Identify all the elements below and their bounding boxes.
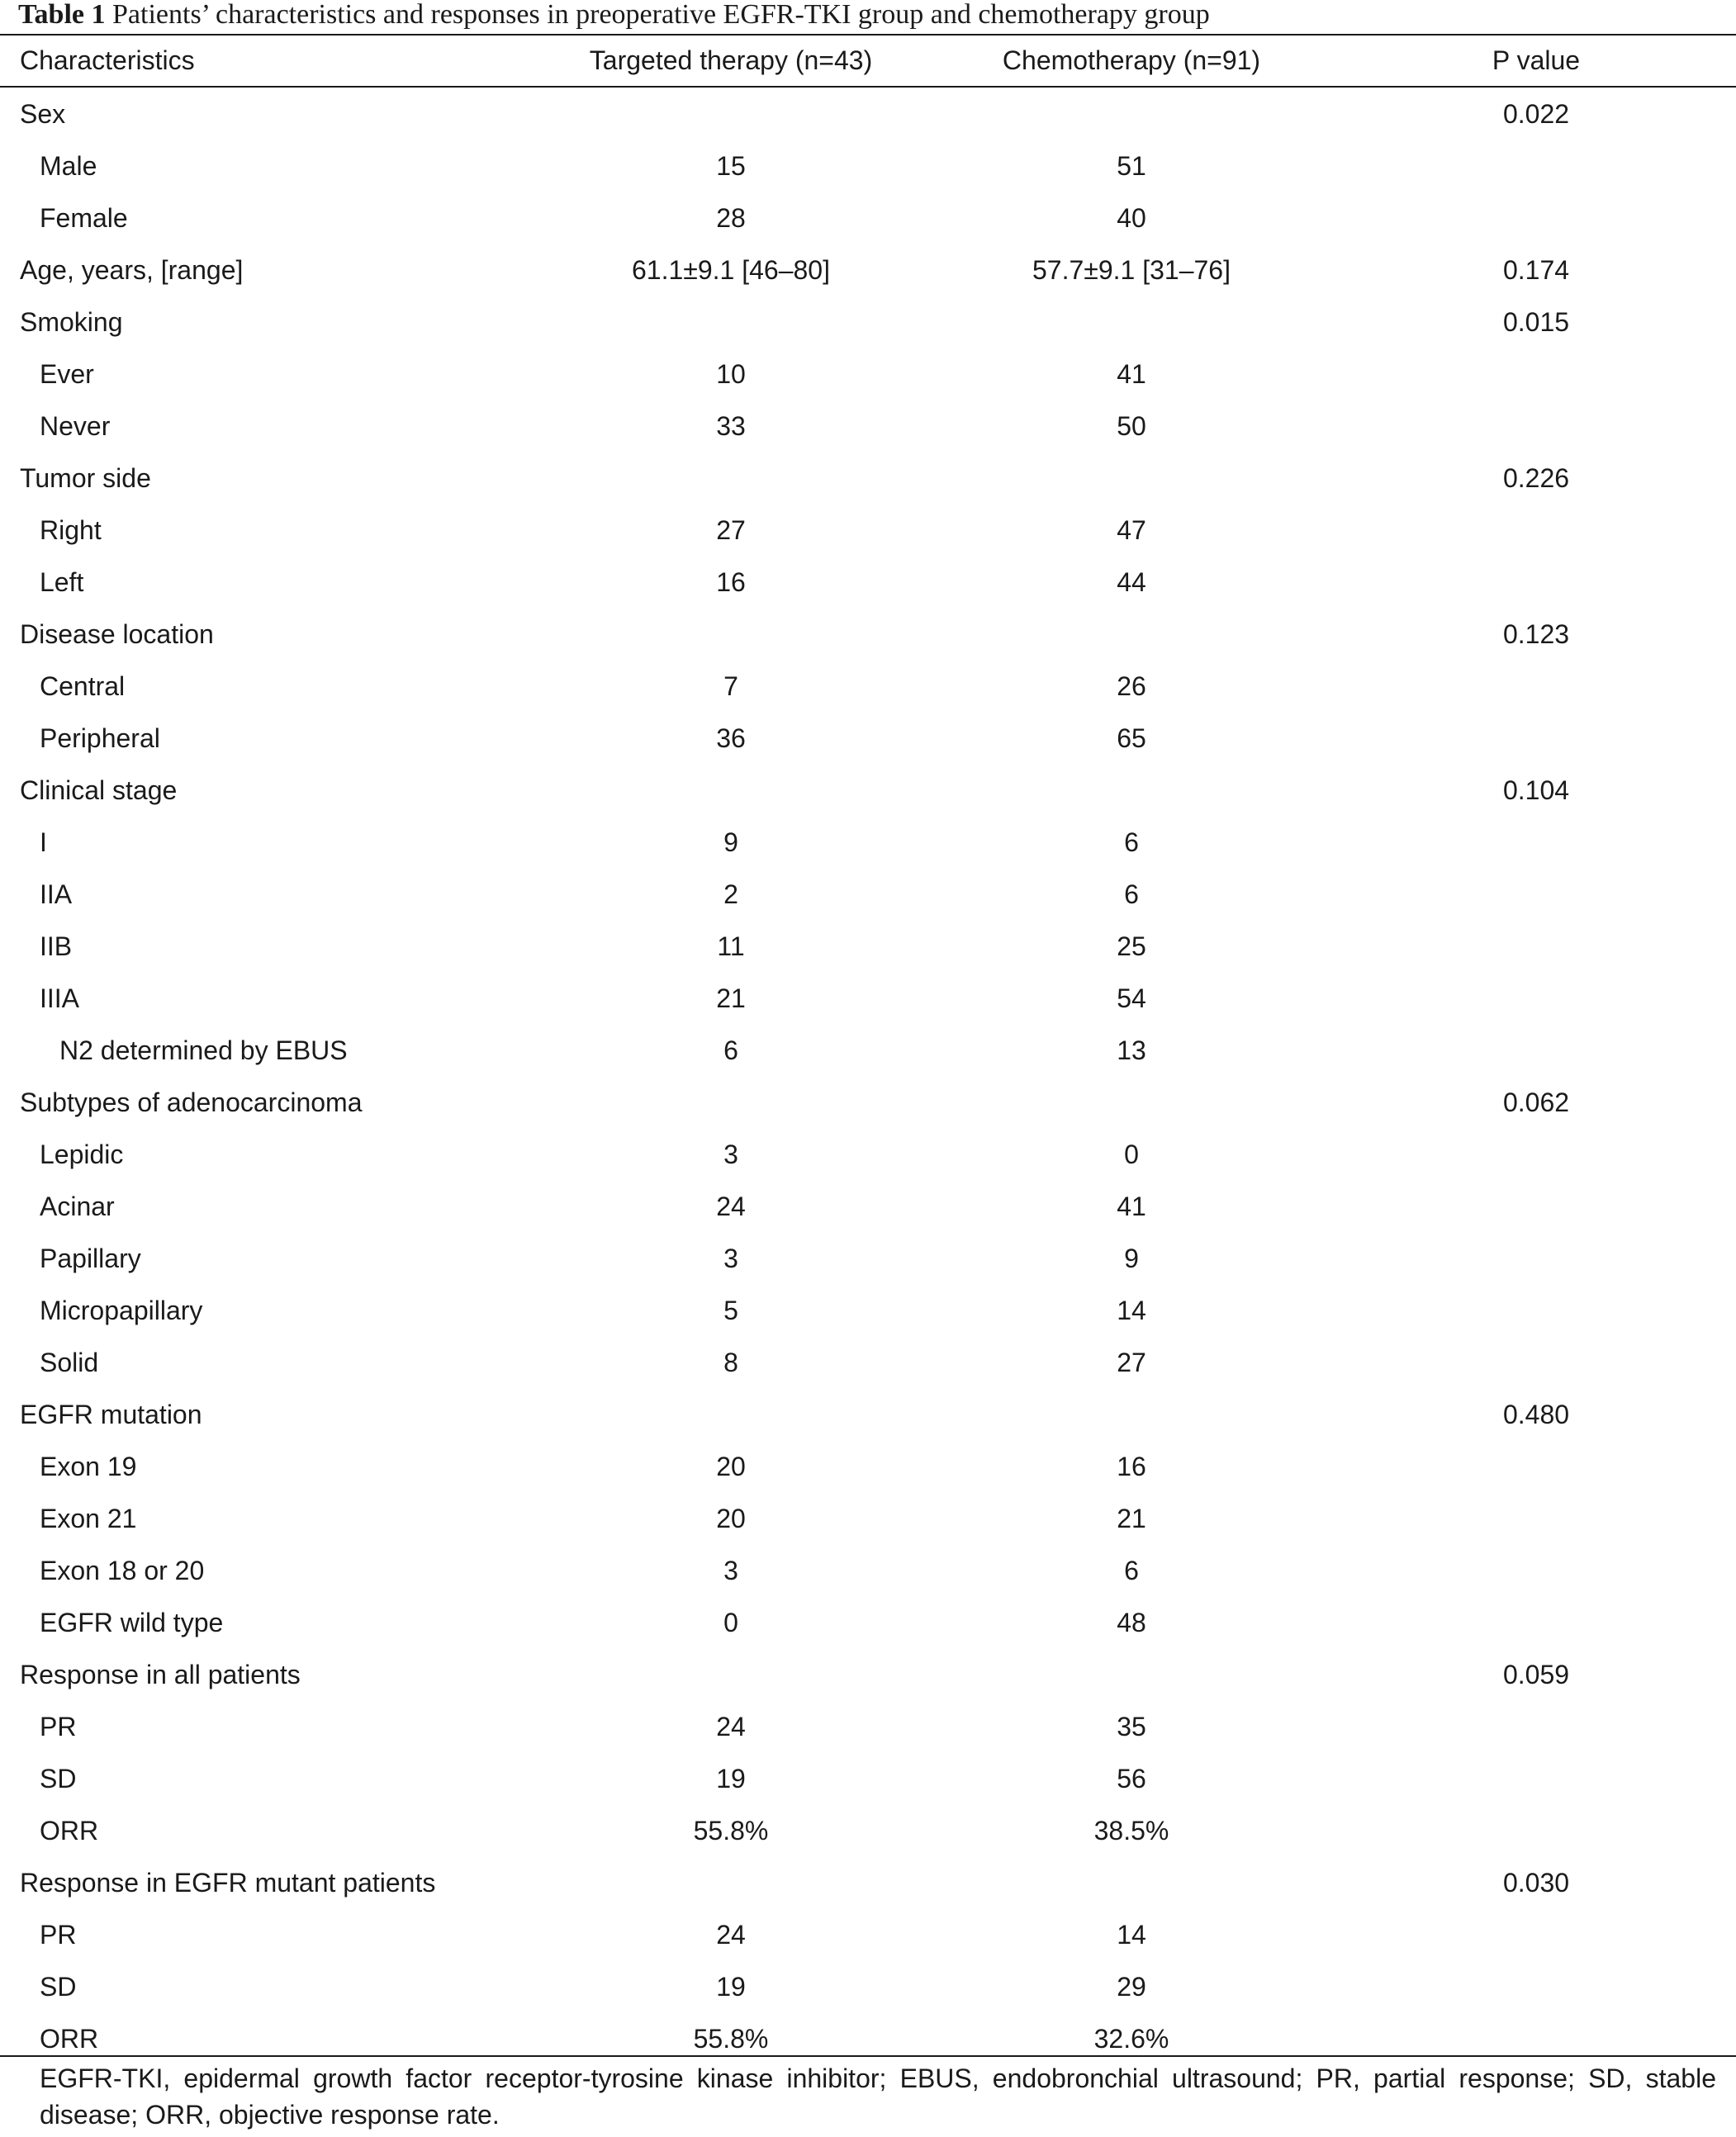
cell-chemotherapy: 14 (1117, 1920, 1146, 1950)
table-row (0, 1337, 1736, 1389)
cell-p-value: 0.226 (1502, 463, 1570, 493)
table-row (0, 1805, 1736, 1857)
table-row-group (0, 1649, 1736, 1701)
cell-chemotherapy: 40 (1117, 203, 1146, 233)
cell-targeted-therapy: 33 (716, 411, 746, 441)
table-caption (18, 0, 1719, 33)
cell-targeted-therapy: 36 (716, 723, 746, 753)
table-row (0, 817, 1736, 869)
cell-targeted-therapy: 3 (723, 1244, 738, 1273)
cell-targeted-therapy: 8 (723, 1348, 738, 1377)
table-footnote: EGFR-TKI, epidermal growth factor receptor-tyrosine kinase inhibitor; EBUS, endobronchial ultrasound; PR, partial response; SD, stable disease; ORR, objective response rate. (40, 2064, 1716, 2130)
cell-characteristic: Female (40, 203, 128, 233)
table-bottom-rule (0, 2055, 1736, 2057)
cell-characteristic: PR (40, 1920, 77, 1950)
cell-chemotherapy: 16 (1117, 1452, 1146, 1481)
table-row-group (0, 244, 1736, 296)
cell-characteristic: Papillary (40, 1244, 141, 1273)
table-caption-text: Patients’ characteristics and responses in preoperative EGFR-TKI group and chemotherapy group (112, 0, 1210, 30)
cell-targeted-therapy: 21 (716, 983, 746, 1013)
cell-targeted-therapy: 19 (716, 1972, 746, 2002)
table-row (0, 1181, 1736, 1233)
cell-chemotherapy: 57.7±9.1 [31–76] (1032, 255, 1231, 285)
table-row (0, 661, 1736, 713)
cell-characteristic: SD (40, 1764, 77, 1793)
cell-targeted-therapy: 55.8% (693, 1816, 769, 1846)
cell-p-value: 0.030 (1502, 1868, 1570, 1898)
table-row (0, 869, 1736, 921)
cell-characteristic: Disease location (20, 619, 214, 649)
cell-targeted-therapy: 24 (716, 1192, 746, 1221)
header-chemotherapy: Chemotherapy (n=91) (1002, 45, 1261, 75)
table-row-group (0, 453, 1736, 505)
table-header-row (0, 36, 1736, 86)
table-row-group (0, 88, 1736, 140)
table-row (0, 2013, 1736, 2065)
cell-chemotherapy: 13 (1117, 1035, 1146, 1065)
cell-characteristic: Acinar (40, 1192, 115, 1221)
cell-targeted-therapy: 7 (723, 671, 738, 701)
cell-chemotherapy: 6 (1124, 879, 1139, 909)
cell-characteristic: Left (40, 567, 84, 597)
cell-characteristic: Subtypes of adenocarcinoma (20, 1087, 363, 1117)
cell-chemotherapy: 32.6% (1093, 2024, 1169, 2054)
header-p-value: P value (1492, 45, 1581, 75)
cell-targeted-therapy: 20 (716, 1452, 746, 1481)
cell-p-value: 0.059 (1502, 1660, 1570, 1689)
cell-characteristic: EGFR wild type (40, 1608, 224, 1637)
cell-chemotherapy: 29 (1117, 1972, 1146, 2002)
cell-characteristic: IIB (40, 931, 73, 961)
table-header-rule (0, 86, 1736, 88)
cell-characteristic: Age, years, [range] (20, 255, 244, 285)
cell-characteristic: IIIA (40, 983, 80, 1013)
table-row-group (0, 296, 1736, 348)
table-row (0, 921, 1736, 973)
table-row (0, 1597, 1736, 1649)
cell-chemotherapy: 56 (1117, 1764, 1146, 1793)
table-row-group (0, 1389, 1736, 1441)
cell-targeted-therapy: 24 (716, 1920, 746, 1950)
cell-p-value: 0.174 (1502, 255, 1570, 285)
cell-chemotherapy: 65 (1117, 723, 1146, 753)
cell-targeted-therapy: 27 (716, 515, 746, 545)
cell-characteristic: SD (40, 1972, 77, 2002)
cell-targeted-therapy: 15 (716, 151, 746, 181)
cell-chemotherapy: 21 (1117, 1504, 1146, 1533)
cell-characteristic: Response in EGFR mutant patients (20, 1868, 436, 1898)
table-row (0, 192, 1736, 244)
cell-characteristic: Micropapillary (40, 1296, 203, 1325)
cell-characteristic: EGFR mutation (20, 1400, 202, 1429)
cell-characteristic: Clinical stage (20, 775, 178, 805)
table-row (0, 1909, 1736, 1961)
table-row (0, 1701, 1736, 1753)
cell-targeted-therapy: 3 (723, 1140, 738, 1169)
cell-chemotherapy: 54 (1117, 983, 1146, 1013)
table-row-group (0, 765, 1736, 817)
cell-characteristic: Peripheral (40, 723, 160, 753)
table-row-group (0, 609, 1736, 661)
table-row (0, 1753, 1736, 1805)
table-row (0, 348, 1736, 400)
cell-chemotherapy: 6 (1124, 827, 1139, 857)
cell-targeted-therapy: 16 (716, 567, 746, 597)
table-row (0, 400, 1736, 453)
cell-targeted-therapy: 19 (716, 1764, 746, 1793)
cell-targeted-therapy: 9 (723, 827, 738, 857)
cell-characteristic: IIA (40, 879, 73, 909)
cell-chemotherapy: 41 (1117, 1192, 1146, 1221)
cell-targeted-therapy: 2 (723, 879, 738, 909)
cell-characteristic: Solid (40, 1348, 99, 1377)
cell-p-value: 0.480 (1502, 1400, 1570, 1429)
cell-targeted-therapy: 24 (716, 1712, 746, 1741)
cell-chemotherapy: 9 (1124, 1244, 1139, 1273)
cell-characteristic: Response in all patients (20, 1660, 301, 1689)
cell-characteristic: Right (40, 515, 102, 545)
table-row (0, 1025, 1736, 1077)
cell-chemotherapy: 44 (1117, 567, 1146, 597)
cell-characteristic: Sex (20, 99, 66, 129)
cell-characteristic: ORR (40, 2024, 99, 2054)
cell-targeted-therapy: 0 (723, 1608, 738, 1637)
cell-characteristic: Never (40, 411, 111, 441)
cell-chemotherapy: 26 (1117, 671, 1146, 701)
cell-targeted-therapy: 11 (717, 931, 745, 961)
cell-characteristic: Ever (40, 359, 94, 389)
cell-characteristic: Exon 21 (40, 1504, 137, 1533)
cell-chemotherapy: 48 (1117, 1608, 1146, 1637)
table-row (0, 1285, 1736, 1337)
cell-targeted-therapy: 55.8% (693, 2024, 769, 2054)
cell-characteristic: PR (40, 1712, 77, 1741)
table-row (0, 505, 1736, 557)
cell-p-value: 0.062 (1502, 1087, 1570, 1117)
cell-chemotherapy: 50 (1117, 411, 1146, 441)
cell-chemotherapy: 35 (1117, 1712, 1146, 1741)
cell-characteristic: I (40, 827, 47, 857)
cell-characteristic: Lepidic (40, 1140, 124, 1169)
cell-chemotherapy: 38.5% (1093, 1816, 1169, 1846)
cell-chemotherapy: 14 (1117, 1296, 1146, 1325)
table-row (0, 1233, 1736, 1285)
table-row (0, 1493, 1736, 1545)
cell-chemotherapy: 41 (1117, 359, 1146, 389)
cell-characteristic: Central (40, 671, 126, 701)
cell-targeted-therapy: 6 (723, 1035, 738, 1065)
cell-characteristic: ORR (40, 1816, 99, 1846)
cell-p-value: 0.123 (1502, 619, 1570, 649)
header-targeted-therapy: Targeted therapy (n=43) (589, 45, 873, 75)
cell-targeted-therapy: 3 (723, 1556, 738, 1585)
cell-chemotherapy: 6 (1124, 1556, 1139, 1585)
cell-characteristic: Exon 19 (40, 1452, 137, 1481)
cell-targeted-therapy: 5 (723, 1296, 738, 1325)
cell-chemotherapy: 51 (1117, 151, 1146, 181)
header-characteristics: Characteristics (20, 45, 195, 75)
table-row (0, 140, 1736, 192)
cell-p-value: 0.022 (1502, 99, 1570, 129)
cell-targeted-therapy: 10 (716, 359, 746, 389)
table-row-group (0, 1857, 1736, 1909)
cell-characteristic: Smoking (20, 307, 123, 337)
table-row (0, 1441, 1736, 1493)
table-row (0, 1545, 1736, 1597)
table-row-group (0, 1077, 1736, 1129)
cell-targeted-therapy: 61.1±9.1 [46–80] (632, 255, 830, 285)
cell-chemotherapy: 27 (1117, 1348, 1146, 1377)
table-row (0, 1129, 1736, 1181)
cell-p-value: 0.104 (1502, 775, 1570, 805)
cell-characteristic: N2 determined by EBUS (59, 1035, 348, 1065)
table-row (0, 1961, 1736, 2013)
table-row (0, 557, 1736, 609)
cell-chemotherapy: 0 (1124, 1140, 1139, 1169)
cell-targeted-therapy: 20 (716, 1504, 746, 1533)
cell-characteristic: Exon 18 or 20 (40, 1556, 205, 1585)
cell-chemotherapy: 25 (1117, 931, 1146, 961)
table-row (0, 713, 1736, 765)
cell-chemotherapy: 47 (1117, 515, 1146, 545)
cell-characteristic: Tumor side (20, 463, 151, 493)
table-row (0, 973, 1736, 1025)
table-caption-label: Table 1 (18, 0, 106, 30)
cell-p-value: 0.015 (1502, 307, 1570, 337)
cell-targeted-therapy: 28 (716, 203, 746, 233)
cell-characteristic: Male (40, 151, 97, 181)
